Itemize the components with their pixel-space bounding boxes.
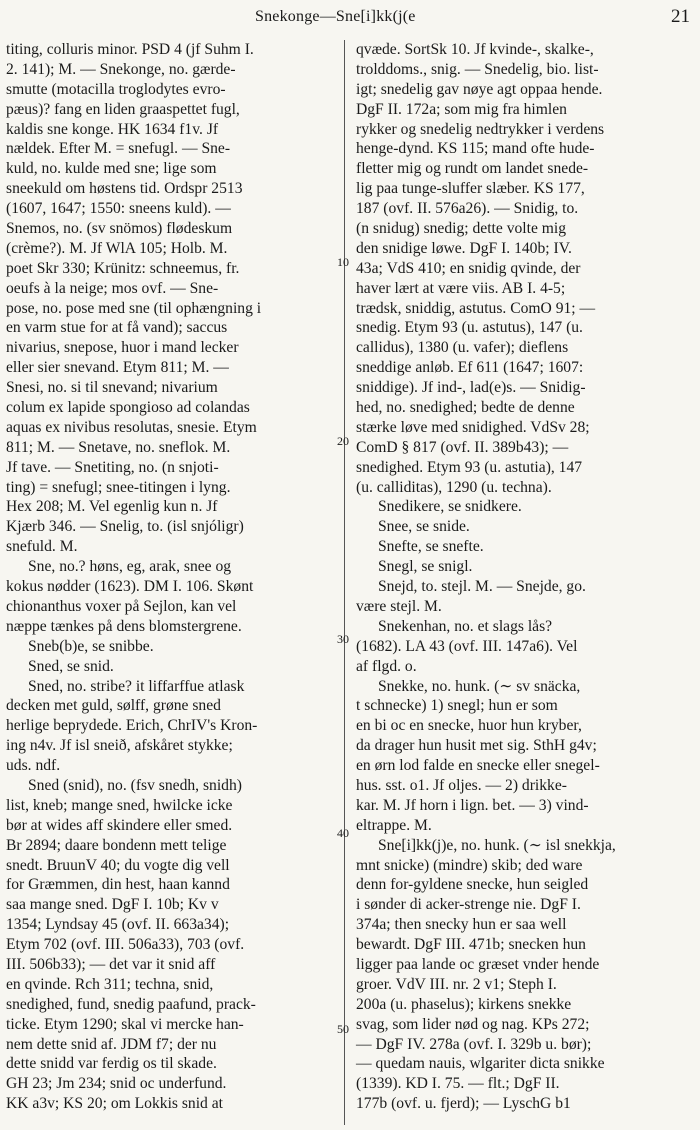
text-line: en qvinde. Rch 311; techna, snid, [6, 975, 214, 993]
text-line: (u. calliditas), 1290 (u. techna). [356, 478, 552, 496]
text-line: (1682). LA 43 (ovf. III. 147a6). Vel [356, 637, 578, 655]
text-line: da drager hun husit met sig. SthH g4v; [356, 737, 597, 755]
text-line: Hex 208; M. Vel egenlig kun n. Jf [6, 498, 218, 516]
text-line: bewardt. DgF III. 471b; snecken hun [356, 936, 586, 954]
text-line: snedt. BruunV 40; du vogte dig vell [6, 856, 230, 874]
text-line: ticke. Etym 1290; skal vi mercke han- [6, 1015, 244, 1033]
text-line: ligger paa lande oc græset vnder hende [356, 955, 600, 973]
line-number: 50 [337, 1022, 349, 1036]
text-line: — quedam nauis, wlgariter dicta snikke [356, 1055, 605, 1073]
text-line: eller sier snevand. Etym 811; M. — [6, 359, 229, 377]
text-line: titing, colluris minor. PSD 4 (jf Suhm I. [6, 41, 254, 58]
text-line: groer. VdV III. nr. 2 v1; Steph I. [356, 975, 557, 993]
left-column [6, 40, 336, 1114]
text-line: snefuld. M. [6, 538, 78, 556]
text-line: hed, no. snedighed; bedte de denne [356, 399, 575, 417]
text-line: trolddoms., snig. — Snedelig, bio. list- [356, 60, 599, 78]
text-line: Sned, se snid. [28, 657, 114, 675]
text-line: (1607, 1647; 1550: sneens kuld). — [6, 200, 231, 218]
text-line: næppe tænkes på dens blomstergrene. [6, 617, 242, 635]
text-line: svag, som lider nød og nag. KPs 272; [356, 1015, 590, 1033]
text-line: Snefte, se snefte. [378, 538, 484, 556]
text-line: kaldis sne konge. HK 1634 f1v. Jf [6, 120, 219, 138]
text-line: list, kneb; mange sned, hwilcke icke [6, 796, 233, 814]
text-line: den snidige løwe. DgF I. 140b; IV. [356, 239, 572, 257]
text-line: kuld, no. kulde med sne; lige som [6, 160, 217, 178]
text-line: Jf tave. — Snetiting, no. (n snjoti- [6, 458, 219, 476]
column-divider [344, 40, 345, 1125]
text-line: pæus)? fang en liden graaspettet fugl, [6, 100, 240, 118]
text-line: colum ex lapide spongioso ad colandas [6, 399, 250, 417]
text-line: GH 23; Jm 234; snid oc underfund. [6, 1075, 227, 1093]
text-line: hus. sst. o1. Jf oljes. — 2) drikke- [356, 776, 567, 794]
text-line: Sned (snid), no. (fsv snedh, snidh) [28, 776, 242, 794]
text-line: henge-dynd. KS 115; mand ofte hude- [356, 140, 595, 158]
text-line: III. 506b33); — det var it snid aff [6, 955, 216, 973]
text-line: saa mange sned. DgF I. 10b; Kv v [6, 896, 219, 914]
text-line: igt; snedelig gav nøye agt oppaa hende. [356, 80, 603, 98]
text-line: Snemos, no. (sv snömos) flødeskum [6, 220, 233, 238]
text-line: en varm stue for at få vand); saccus [6, 319, 228, 337]
text-line: Sne, no.? høns, eg, arak, snee og [28, 558, 232, 576]
text-line: sneekuld om høstens tid. Ordspr 2513 [6, 180, 243, 198]
text-line: nivarius, snepose, huor i mand lecker [6, 339, 239, 357]
text-line: (crème?). M. Jf WlA 105; Holb. M. [6, 239, 228, 257]
text-line: Kjærb 346. — Snelig, to. (isl snjóligr) [6, 518, 244, 536]
text-line: Sned, no. stribe? it liffarffue atlask [28, 677, 245, 695]
text-line: sniddige). Jf ind-, lad(e)s. — Snidig- [356, 379, 586, 397]
text-line: mnt snicke) (mindre) skib; ded ware [356, 856, 583, 874]
text-line: 374a; then snecky hun er saa well [356, 916, 567, 934]
text-line: oeufs à la neige; mos ovf. — Sne- [6, 279, 219, 297]
text-line: kar. M. Jf horn i lign. bet. — 3) vind- [356, 796, 589, 814]
text-line: eltrappe. M. [356, 816, 432, 834]
text-line: Etym 702 (ovf. III. 506a33), 703 (ovf. [6, 936, 245, 954]
text-line: (1339). KD I. 75. — flt.; DgF II. [356, 1075, 560, 1093]
text-line: poet Skr 330; Krünitz: schneemus, fr. [6, 259, 240, 277]
text-line: trædsk, sniddig, astutus. ComO 91; — [356, 299, 596, 317]
text-line: qvæde. SortSk 10. Jf kvinde-, skalke-, [356, 41, 594, 58]
text-line: smutte (motacilla troglodytes evro- [6, 80, 226, 98]
line-number: 40 [337, 826, 349, 840]
text-line: Snegl, se snigl. [378, 558, 473, 576]
text-line: callidus), 1380 (u. vafer); dieflens [356, 339, 569, 357]
text-line: ing n4v. Jf isl sneið, afskåret stykke; [6, 737, 233, 755]
text-line: denn for-gyldene snecke, hun seigled [356, 876, 589, 894]
text-line: decken met guld, sølff, grøne sned [6, 697, 221, 715]
text-line: af flgd. o. [356, 657, 417, 675]
text-line: Snekenhan, no. et slags lås? [378, 617, 553, 635]
line-number: 10 [337, 255, 349, 269]
text-line: KK a3v; KS 20; om Lokkis snid at [6, 1095, 224, 1113]
text-line: lig paa tunge-sluffer slæber. KS 177, [356, 180, 585, 198]
text-line: herlige beprydede. Erich, ChrIV's Kron- [6, 717, 258, 735]
text-line: 2. 141); M. — Snekonge, no. gærde- [6, 60, 236, 78]
line-number: 30 [337, 632, 349, 646]
text-line: en ørn lod falde en snecke eller snegel- [356, 757, 600, 775]
text-line: (n snidug) snedig; dette volte mig [356, 220, 567, 238]
text-line: Snedikere, se snidkere. [378, 498, 522, 516]
text-line: DgF II. 172a; som mig fra himlen [356, 100, 567, 118]
text-line: — DgF IV. 278a (ovf. I. 329b u. bør); [356, 1035, 592, 1053]
text-line: 811; M. — Snetave, no. sneflok. M. [6, 438, 231, 456]
text-line: chionanthus voxer på Sejlon, kan vel [6, 597, 237, 615]
text-line: Snee, se snide. [378, 518, 470, 536]
text-line: for Græmmen, din hest, haan kannd [6, 876, 230, 894]
text-line: haver lært at være viis. AB I. 4-5; [356, 279, 566, 297]
text-line: fletter mig og rundt om landet snede- [356, 160, 589, 178]
text-line: snedig. Etym 93 (u. astutus), 147 (u. [356, 319, 583, 337]
text-line: rykker og snedelig nedtrykker i verdens [356, 120, 605, 138]
right-column [356, 40, 690, 1114]
text-line: Sne[i]kk(j)e, no. hunk. (∼ isl snekkja, [378, 836, 616, 854]
text-line: sneddige anløb. Ef 611 (1647; 1607: [356, 359, 584, 377]
text-line: 177b (ovf. u. fjerd); — LyschG b1 [356, 1095, 571, 1113]
text-line: bør at wides aff skindere eller smed. [6, 816, 233, 834]
text-line: aquas ex nivibus resolutas, snesie. Etym [6, 418, 257, 436]
text-line: ting) = snefugl; snee-titingen i lyng. [6, 478, 231, 496]
text-line: en bi oc en snecke, huor hun kryber, [356, 717, 582, 735]
line-number: 20 [337, 434, 349, 448]
text-line: dette snidd var ferdig os til skade. [6, 1055, 217, 1073]
text-line: nem dette snid af. JDM f7; der nu [6, 1035, 217, 1053]
text-line: 187 (ovf. II. 576a26). — Snidig, to. [356, 200, 579, 218]
text-line: snedighed. Etym 93 (u. astutia), 147 [356, 458, 583, 476]
text-line: Snekke, no. hunk. (∼ sv snäcka, [378, 677, 581, 695]
text-line: Br 2894; daare bondenn mett telige [6, 836, 227, 854]
text-line: 200a (u. phaselus); kirkens snekke [356, 995, 572, 1013]
text-line: Sneb(b)e, se snibbe. [28, 637, 154, 655]
text-line: Snejd, to. stejl. M. — Snejde, go. [378, 578, 586, 596]
text-line: t schnecke) 1) snegl; hun er som [356, 697, 558, 715]
page-header [0, 6, 700, 30]
text-line: være stejl. M. [356, 597, 442, 615]
text-line: Snesi, no. si til snevand; nivarium [6, 379, 218, 397]
page-number: 21 [671, 6, 690, 27]
text-line: stærke løve med snidighed. VdSv 28; [356, 418, 590, 436]
text-line: uds. ndf. [6, 757, 61, 775]
text-line: kokus nødder (1623). DM I. 106. Skønt [6, 578, 254, 596]
text-line: i sønder di acker-strenge nie. DgF I. [356, 896, 581, 914]
running-head: Snekonge—Sne[i]kk(j(e [255, 8, 416, 25]
text-line: pose, no. pose med sne (til ophængning i [6, 299, 262, 317]
text-line: snedighed, fund, snedig paafund, prack- [6, 995, 256, 1013]
text-line: nældek. Efter M. = snefugl. — Sne- [6, 140, 231, 158]
text-line: 43a; VdS 410; en snidig qvinde, der [356, 259, 581, 277]
text-line: ComD § 817 (ovf. II. 389b43); — [356, 438, 569, 456]
text-line: 1354; Lyndsay 45 (ovf. II. 663a34); [6, 916, 230, 934]
